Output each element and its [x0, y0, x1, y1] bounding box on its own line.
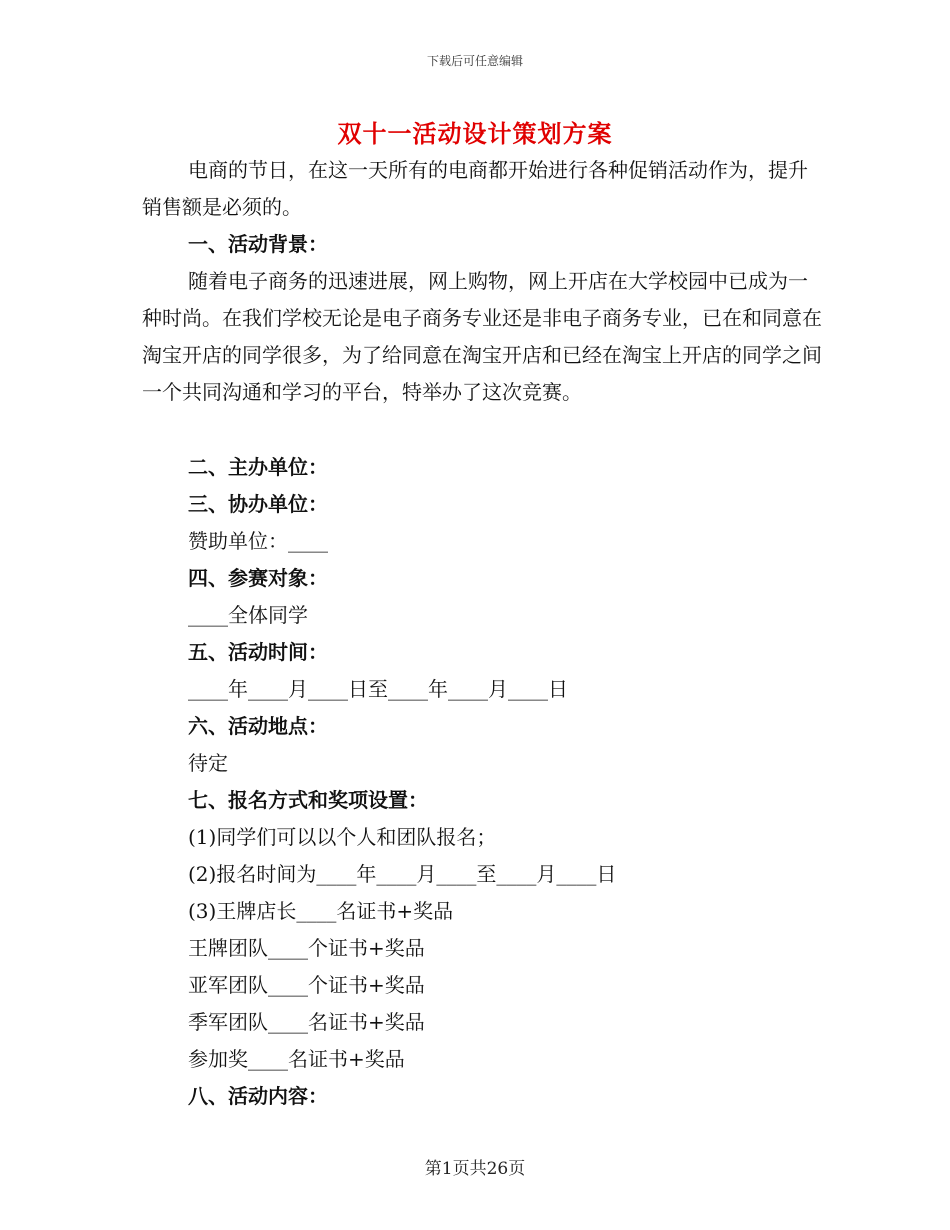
participants-line: ____全体同学 [188, 603, 308, 627]
award-item: 亚军团队____个证书+奖品 [188, 973, 425, 997]
award-item: 王牌团队____个证书+奖品 [188, 936, 425, 960]
background-paragraph: 随着电子商务的迅速进展，网上购物，网上开店在大学校园中已成为一种时尚。在我们学校无论是电子商务专业还是非电子商务专业，已在和同意在淘宝开店的同学很多，为了给同意在淘宝开店和已经在淘宝上开店的同学之间一个共同沟通和学习的平台，特举办了这次竞赛。 [142, 269, 822, 404]
award-item: 参加奖____名证书+奖品 [188, 1047, 405, 1071]
time-line: ____年____月____日至____年____月____日 [188, 677, 568, 701]
page-header: 下载后可任意编辑 [426, 54, 523, 68]
registration-item: (2)报名时间为____年____月____至____月____日 [188, 862, 617, 886]
background-block [142, 263, 822, 411]
section-heading-content: 八、活动内容： [188, 1084, 328, 1108]
page-footer: 第1页共26页 [424, 1159, 526, 1179]
section-heading-co-organizer: 三、协办单位： [188, 492, 328, 516]
section-heading-location: 六、活动地点： [188, 714, 328, 738]
award-item: (3)王牌店长____名证书+奖品 [188, 899, 454, 923]
section-heading-background: 一、活动背景： [188, 232, 328, 256]
intro-paragraph: 电商的节日，在这一天所有的电商都开始进行各种促销活动作为，提升销售额是必须的。 [142, 158, 808, 219]
section-heading-registration: 七、报名方式和奖项设置： [188, 788, 428, 812]
details-block [142, 449, 822, 1115]
document-body [142, 152, 822, 263]
registration-item: (1)同学们可以以个人和团队报名； [188, 825, 497, 849]
section-heading-time: 五、活动时间： [188, 640, 328, 664]
section-heading-organizer: 二、主办单位： [188, 455, 328, 479]
location-line: 待定 [188, 751, 228, 775]
document-title: 双十一活动设计策划方案 [337, 119, 613, 148]
sponsor-line: 赞助单位：____ [188, 529, 328, 553]
award-item: 季军团队____名证书+奖品 [188, 1010, 425, 1034]
section-heading-participants: 四、参赛对象： [188, 566, 328, 590]
